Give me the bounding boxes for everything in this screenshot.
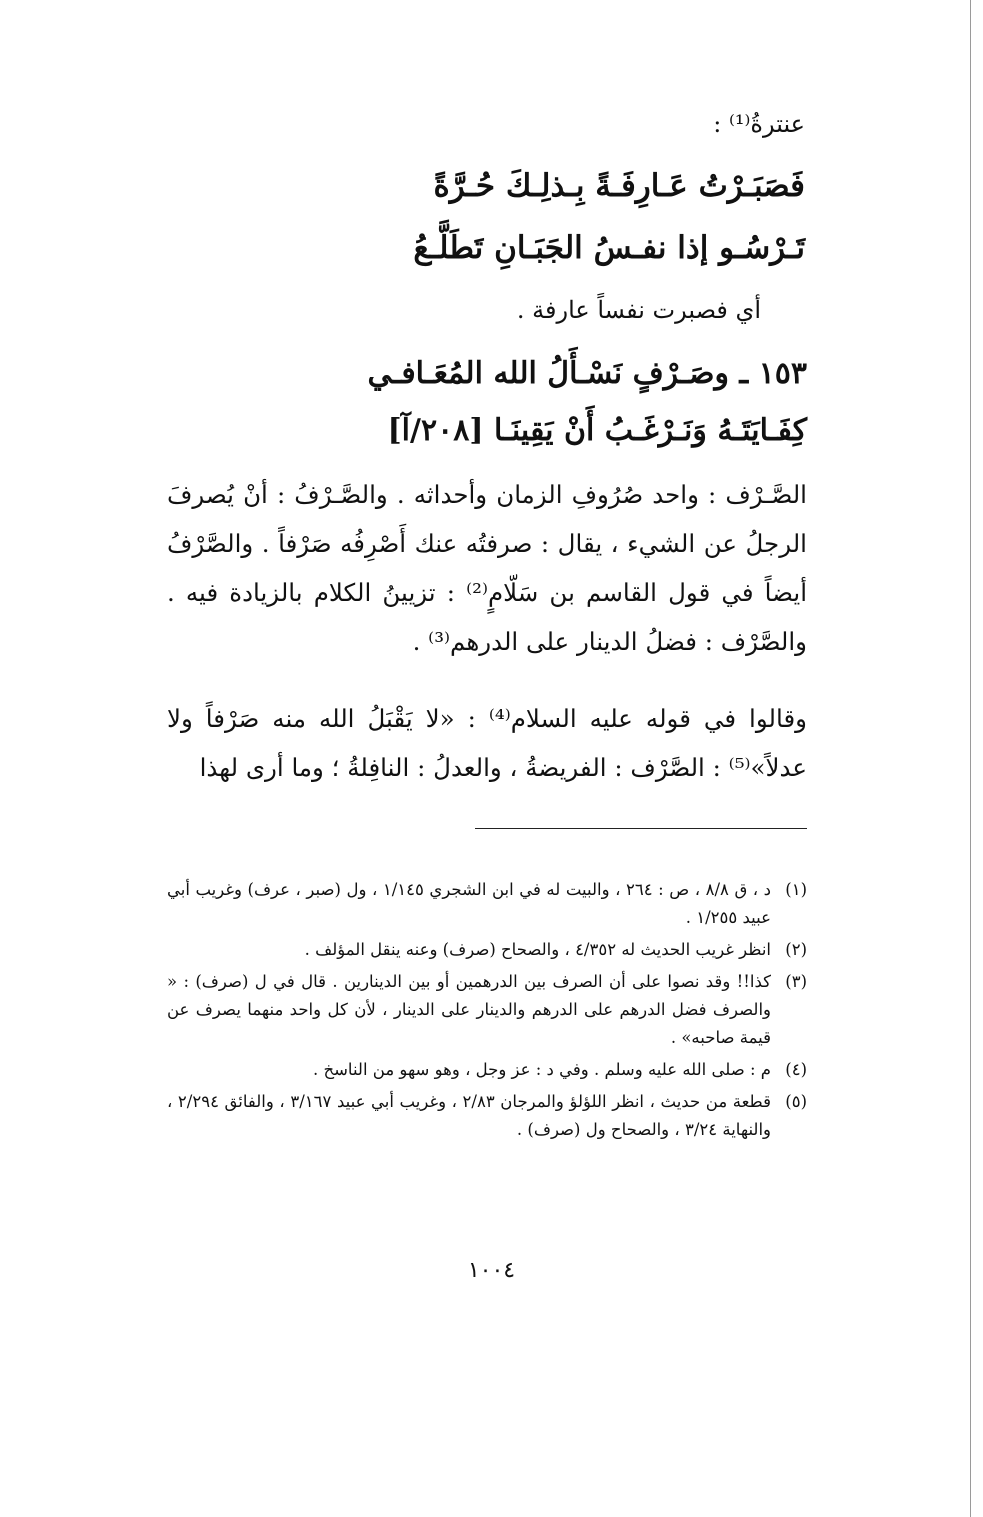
footnote-number: (٣) [785, 972, 807, 991]
scan-edge-line [970, 0, 971, 1517]
commentary-paragraph-2: وقالوا في قوله عليه السلام⁽⁴⁾ : «لا يَقْبَلُ الله منه صَرْفاً ولا عدلاً»⁽⁵⁾ : الصَّرْف : الفريضةُ ، والعدلُ : النافِلةُ ؛ وما أرى لهذا [167, 704, 807, 782]
footnote-item [167, 1056, 807, 1084]
footnote-number: (١) [785, 880, 807, 899]
footnote-text: م : صلى الله عليه وسلم . وفي د : عز وجل ، وهو سهو من الناسخ . [312, 1060, 771, 1079]
footnote-number: (٥) [785, 1092, 807, 1111]
page-number: ١٠٠٤ [467, 1258, 516, 1283]
verse-line-1: فَصَبَـرْتُ عَـارِفَـةً بِـذلِـكَ حُـرَّةً [433, 168, 805, 204]
footnote-number: (٤) [785, 1060, 807, 1079]
entry-verse-line-2: كِفَـايَتَـهُ وَنَـرْغَـبُ أَنْ يَقِينَـا [٢٠٨/آ] [387, 413, 807, 448]
poet-attribution: عنترةُ⁽¹⁾ : [713, 110, 805, 138]
verse-line-2: تَـرْسُـو إذا نفـسُ الجَبَـانِ تَطَلَّـعُ [413, 230, 805, 266]
footnote-item [167, 1088, 807, 1144]
footnote-item [167, 876, 807, 932]
footnote-item [167, 968, 807, 1052]
footnote-text: انظر غريب الحديث له ٤/٣٥٢ ، والصحاح (صرف) وعنه ينقل المؤلف . [304, 940, 771, 959]
footnotes [167, 876, 807, 1148]
footnote-item [167, 936, 807, 964]
footnote-separator [475, 828, 807, 829]
footnote-text: د ، ق ٨/٨ ، ص : ٢٦٤ ، والبيت له في ابن الشجري ١/١٤٥ ، ول (صبر ، عرف) وغريب أبي عبيد ١/٢٥٥ . [167, 880, 772, 927]
commentary-paragraph-1: الصَّـرْف : واحد صُرُوفِ الزمان وأحداثه . والصَّـرْفُ : أنْ يُصرفَ الرجلُ عن الشيء ، يقال : صرفتُه عنك أَصْرِفُه صَرْفاً . والصَّرْفُ أيضاً في قول القاسم بن سَلّامٍ⁽²⁾ : تزيينُ الكلام بالزيادة فيه . والصَّرْف : فضلُ الدينار على الدرهم⁽³⁾ . [167, 480, 807, 656]
verse-gloss: أي فصبرت نفساً عارفة . [516, 296, 761, 324]
footnote-text: كذا!! وقد نصوا على أن الصرف بين الدرهمين أو بين الدينارين . قال في ل (صرف) : « والصرف فضل الدرهم على الدرهم والدينار على الدينار ، لأن كل واحد منهما يصرف عن قيمة صاحبه» . [167, 972, 771, 1047]
footnote-text: قطعة من حديث ، انظر اللؤلؤ والمرجان ٢/٨٣ ، وغريب أبي عبيد ٣/١٦٧ ، والفائق ٢/٢٩٤ ، والنهاية ٣/٢٤ ، والصحاح ول (صرف) . [167, 1092, 771, 1139]
footnote-number: (٢) [785, 940, 807, 959]
entry-verse-line-1: ١٥٣ ـ وصَـرْفٍ نَسْـأَلُ الله المُعَـافـي [367, 356, 807, 391]
